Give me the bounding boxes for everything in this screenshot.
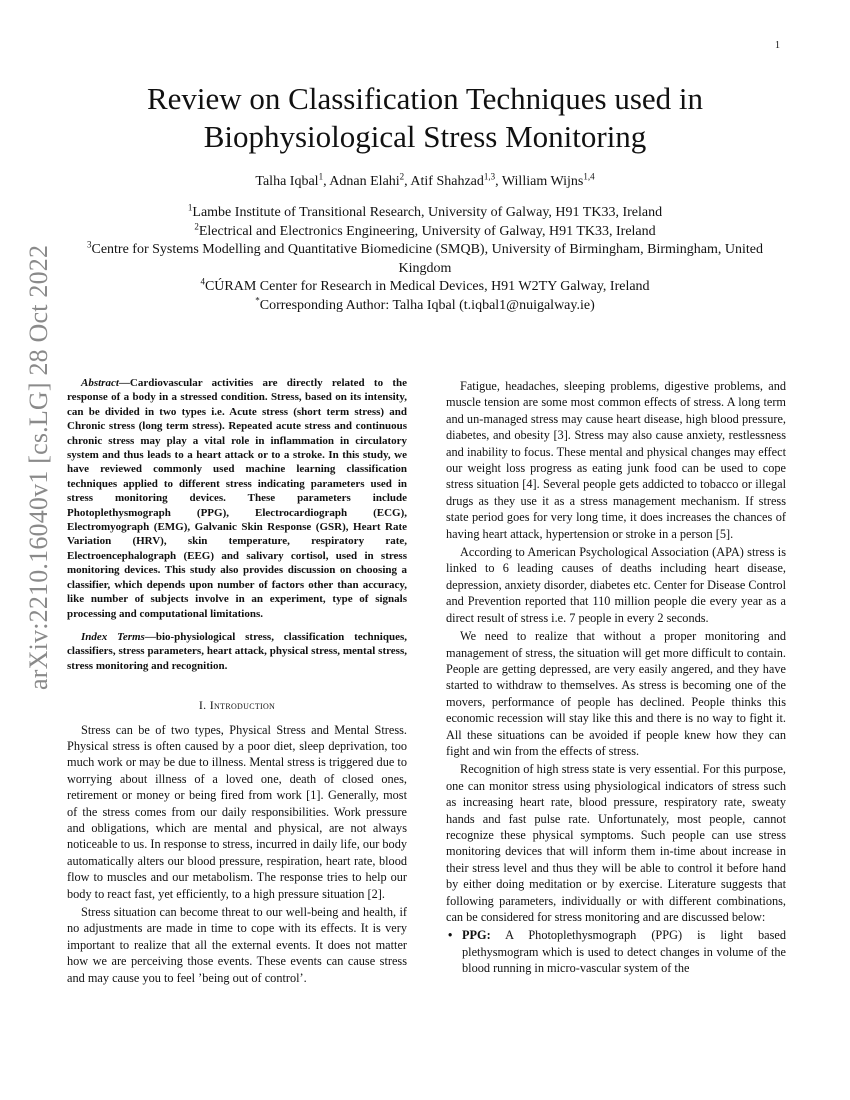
author-list: Talha Iqbal$^1$, Adnan Elahi$^2$, Atif Shahzad$^{1,3}$, William Wijns$^{1,4}$ bbox=[255, 171, 595, 189]
list-item-text: A Photoplethysmograph (PPG) is light based plethysmogram which is used to detect changes in volume of the blood running in micro-vascular system of the bbox=[462, 928, 786, 976]
corresponding-author: *Corresponding Author: Talha Iqbal (t.iqbal1@nuigalway.ie) bbox=[255, 294, 595, 313]
section-title: Introduction bbox=[209, 698, 276, 713]
paragraph: Recognition of high stress state is very essential. For this purpose, one can monitor stress using physiological indicators of stress such as increasing heart rate, blood pressure, respiratory rate, sweaty hands and fast pulse rate. Unfortunately, most people, cannot recognize these physical symptoms. Such people can use stress monitoring devices that will inform them in-time about increase in their stress level and thus they will be able to control it before hand by either doing meditation or by exercise. Literature suggests that following parameters, individually or with different combinations, can be considered for stress monitoring and are discussed below: bbox=[446, 762, 786, 924]
parameter-list bbox=[446, 927, 786, 976]
index-terms-label: Index Terms bbox=[81, 630, 145, 643]
abstract-text: —Cardiovascular activities are directly related to the response of a body in a stressed condition. Stress, based on its intensity, can be divided in two types i.e. Acute stress (short term stress) and Chronic stress (long term stress). Repeated acute stress and continuous chronic stress may play a vital role in inflammation in circulatory system and thus leads to a heart attack or to a stroke. In this study, we have reviewed commonly used machine learning classification techniques applied to different stress indicating parameters used in stress monitoring devices. These parameters include Photoplethysmograph (PPG), Electrocardiograph (ECG), Electromyograph (EMG), Galvanic Skin Response (GSR), Heart Rate Variation (HRV), skin temperature, respiratory rate, Electroencephalograph (EEG) and salivary cortisol, used in stress monitoring devices. This study also provides discussion on choosing a classifier, which depends upon number of factors other than accuracy, like number of subjects involve in an experiment, type of signals processing and computational limitations. bbox=[67, 377, 407, 620]
author-name: Adnan Elahi bbox=[329, 174, 400, 189]
index-terms-text: —bio-physiological stress, classification techniques, classifiers, stress parameters, heart attack, physical stress, mental stress, stress monitoring and recognition. bbox=[67, 630, 407, 672]
list-item-term: PPG: bbox=[462, 928, 491, 943]
section-heading bbox=[67, 697, 407, 713]
paragraph: Stress situation can become threat to our well-being and health, if no adjustments are made in time to cope with its effects. It is very important to realize that all the external events. It does not matter how we are perceiving those events. These events can cause stress and may cause you to feel ’being out of control’. bbox=[67, 905, 407, 985]
paragraph: Stress can be of two types, Physical Stress and Mental Stress. Physical stress is often caused by a poor diet, sleep deprivation, too much work or may be due to illness. Mental stress is triggered due to worrying about illness of a loved one, death of closed ones, retirement or money or being fired from work [1]. Generally, most of the stress comes from our daily responsibilities. Work pressure and obligations, which are mental and physical, are not always noticeable to us. In response to stress, incurred in daily life, our body automatically alters our blood pressure, respiration, heart rate, blood flow to muscles and our metabolism. The response tries to help our body to react fast, yet efficiently, to a high pressure situation [2]. bbox=[67, 722, 407, 901]
section-number: I. bbox=[198, 698, 207, 713]
bullet-icon: • bbox=[448, 928, 453, 943]
author-sup: 1 bbox=[318, 171, 324, 182]
author-name: Atif Shahzad bbox=[410, 174, 484, 189]
author-name: Talha Iqbal bbox=[255, 174, 319, 189]
index-terms bbox=[67, 630, 407, 673]
abstract bbox=[67, 376, 407, 621]
left-column bbox=[67, 376, 407, 988]
author-sup: 1,4 bbox=[583, 171, 595, 182]
abstract-label: Abstract bbox=[81, 377, 119, 389]
paragraph: Fatigue, headaches, sleeping problems, digestive problems, and muscle tension are some most common effects of stress. A long term and un-managed stress may cause heart disease, high blood pressure, diabetes, and obesity [3]. Stress may also cause anxiety, restlessness and inability to focus. These mental and physical changes may effect our weight loss progress as eating junk food can be used to cope stress situation [4]. Several people gets addicted to tobacco or illegal drugs as they use it as a stress management mechanism. If stress state period goes for very long time, it does increases the chances of having heart attack, hypertension or stroke in a person [5]. bbox=[446, 379, 786, 541]
right-column bbox=[446, 378, 786, 977]
author-sup: 2 bbox=[399, 171, 405, 182]
affiliation: $^2$Electrical and Electronics Engineering, University of Galway, H91 TK33, Ireland bbox=[194, 220, 656, 239]
paragraph: According to American Psychological Association (APA) stress is linked to 6 leading causes of deaths including heart disease, depression, anxiety disorder, diabetes etc. Center for Disease Control and Prevention reported that 110 million people die every year as a direct result of stress i.e. 7 people in every 2 seconds. bbox=[446, 545, 786, 625]
list-item bbox=[448, 927, 786, 976]
affiliation: $^4$CÚRAM Center for Research in Medical Devices, H91 W2TY Galway, Ireland bbox=[200, 276, 650, 294]
affiliations bbox=[60, 204, 790, 315]
author-sup: 1,3 bbox=[483, 171, 496, 182]
paragraph: We need to realize that without a proper monitoring and management of stress, the situation will get more difficult to contain. People are getting depressed, are very easily angered, and they have started to withdraw to themselves. As stress is becoming one of the movers, performance of people has declined. People thinks this economic recession will stay like this and there is no way to fight it. All these situations can be avoided if people knew how they can fight and win from the effects of stress. bbox=[446, 629, 786, 758]
paper-title: Review on Classification Techniques used in Biophysiological Stress Monitoring bbox=[146, 81, 704, 154]
affiliation: $^1$Lambe Institute of Transitional Research, University of Galway, H91 TK33, Ireland bbox=[187, 202, 663, 220]
page-number: 1 bbox=[775, 40, 780, 51]
arxiv-stamp: arXiv:2210.16040v1 [cs.LG] 28 Oct 2022 bbox=[24, 244, 53, 690]
affiliation: $^3$Centre for Systems Modelling and Quantitative Biomedicine (SMQB), University of Birmingham, Birmingham, United Kingdom bbox=[86, 239, 764, 276]
author-name: William Wijns bbox=[501, 174, 584, 189]
